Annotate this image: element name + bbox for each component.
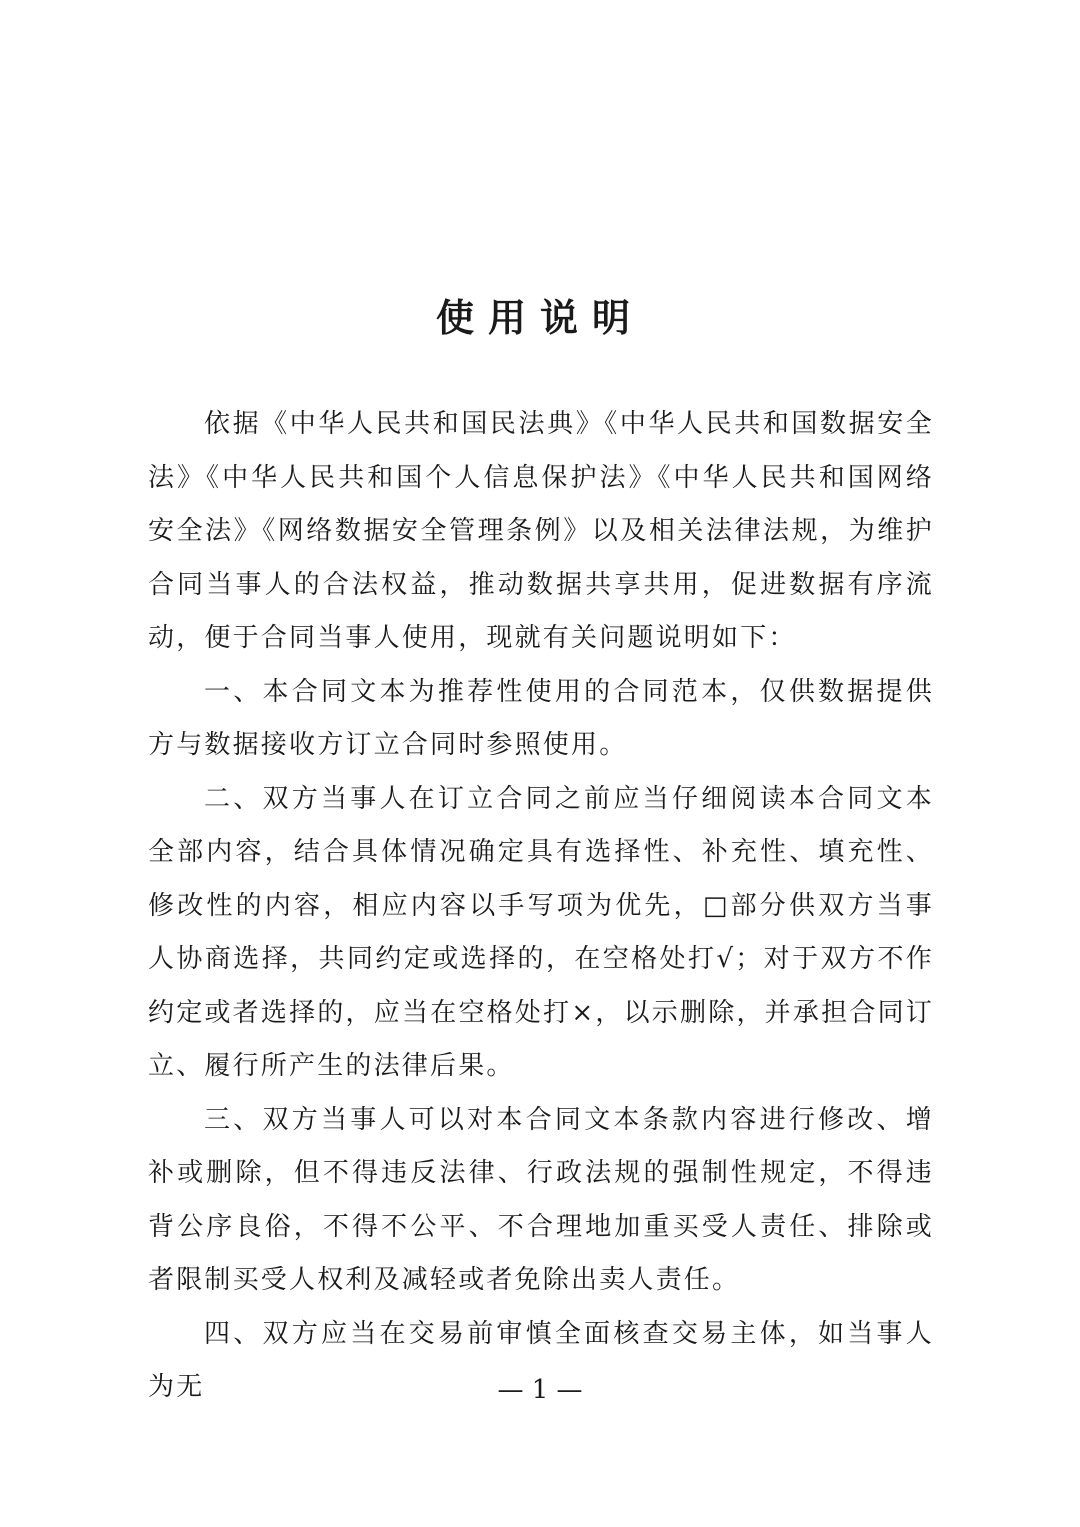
paragraph-item-3: 三、双方当事人可以对本合同文本条款内容进行修改、增补或删除，但不得违反法律、行政法规的强制性规定，不得违背公序良俗，不得不公平、不合理地加重买受人责任、排除或者限制买受人权利及减轻或者免除出卖人责任。 [148, 1104, 934, 1295]
paragraph-intro: 依据《中华人民共和国民法典》《中华人民共和国数据安全法》《中华人民共和国个人信息保护法》《中华人民共和国网络安全法》《网络数据安全管理条例》以及相关法律法规，为维护合同当事人的合法权益，推动数据共享共用，促进数据有序流动，便于合同当事人使用，现就有关问题说明如下： [148, 409, 934, 653]
document-body [148, 398, 934, 1415]
page-title: 使用说明 [435, 295, 644, 340]
page-number: — 1 — [497, 1375, 583, 1405]
paragraph-item-2: 二、双方当事人在订立合同之前应当仔细阅读本合同文本全部内容，结合具体情况确定具有选择性、补充性、填充性、修改性的内容，相应内容以手写项为优先，□部分供双方当事人协商选择，共同约定或选择的，在空格处打√；对于双方不作约定或者选择的，应当在空格处打×，以示删除，并承担合同订立、履行所产生的法律后果。 [148, 783, 934, 1081]
paragraph-item-1: 一、本合同文本为推荐性使用的合同范本，仅供数据提供方与数据接收方订立合同时参照使用。 [148, 676, 934, 760]
paragraph-item-4: 四、双方应当在交易前审慎全面核查交易主体，如当事人为无 [148, 1318, 934, 1402]
